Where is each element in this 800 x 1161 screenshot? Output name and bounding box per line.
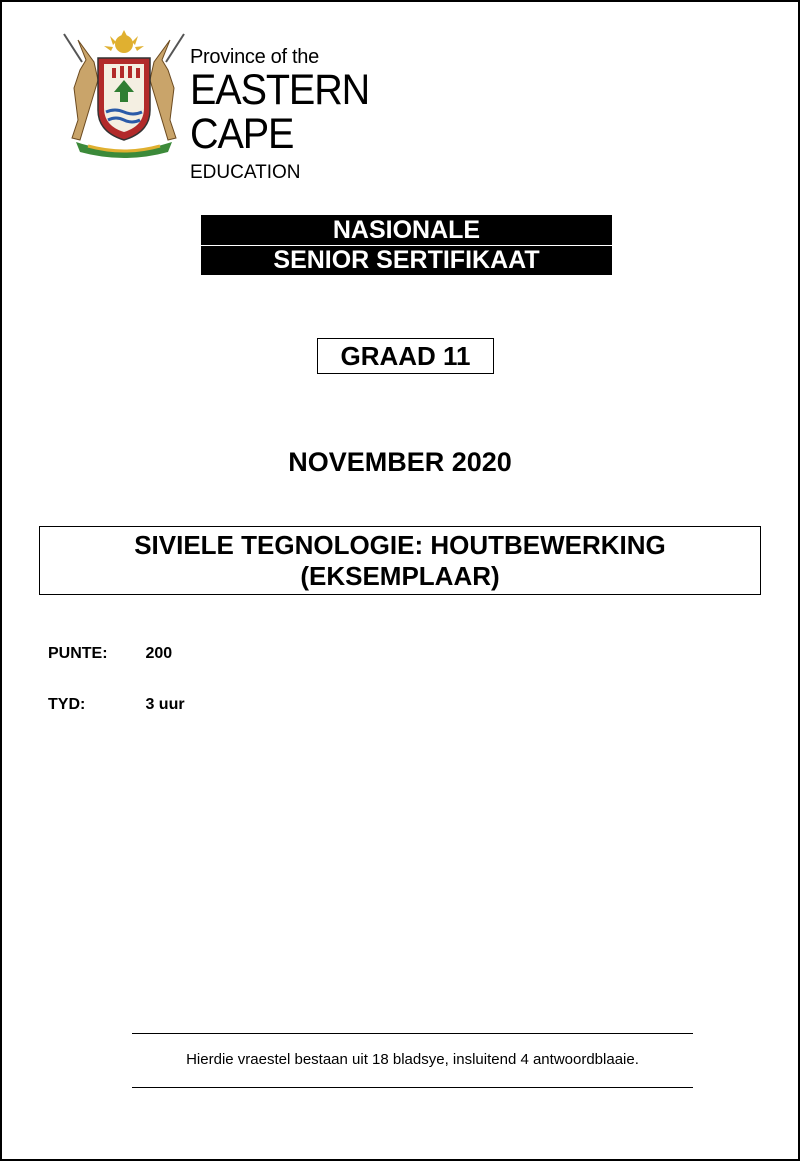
subject-title: SIVIELE TEGNOLOGIE: HOUTBEWERKING bbox=[134, 530, 666, 560]
certificate-banner bbox=[201, 215, 612, 275]
certificate-line-1: NASIONALE bbox=[332, 216, 481, 244]
page-count-note: Hierdie vraestel bestaan uit 18 bladsye, insluitend 4 antwoordblaaie. bbox=[132, 1033, 693, 1088]
marks-row bbox=[48, 645, 172, 663]
marks-label: PUNTE: bbox=[48, 645, 108, 662]
subject-title-box bbox=[39, 526, 761, 595]
logo-province-text: Province of the bbox=[190, 46, 319, 68]
time-row bbox=[48, 696, 185, 714]
logo-eastern-cape-text: EASTERN CAPE bbox=[190, 66, 370, 158]
time-value: 3 uur bbox=[145, 696, 185, 713]
logo-education-text: EDUCATION bbox=[190, 162, 301, 183]
coat-of-arms-icon bbox=[58, 30, 190, 160]
logo-text bbox=[190, 46, 458, 184]
time-label: TYD: bbox=[48, 696, 86, 713]
certificate-line-2: SENIOR SERTIFIKAAT bbox=[273, 246, 540, 274]
eastern-cape-logo bbox=[58, 30, 458, 183]
subject-subtitle: (EKSEMPLAAR) bbox=[300, 561, 500, 591]
marks-value: 200 bbox=[145, 645, 173, 662]
grade-label: GRAAD 11 bbox=[317, 338, 494, 374]
exam-date: NOVEMBER 2020 bbox=[288, 447, 512, 477]
